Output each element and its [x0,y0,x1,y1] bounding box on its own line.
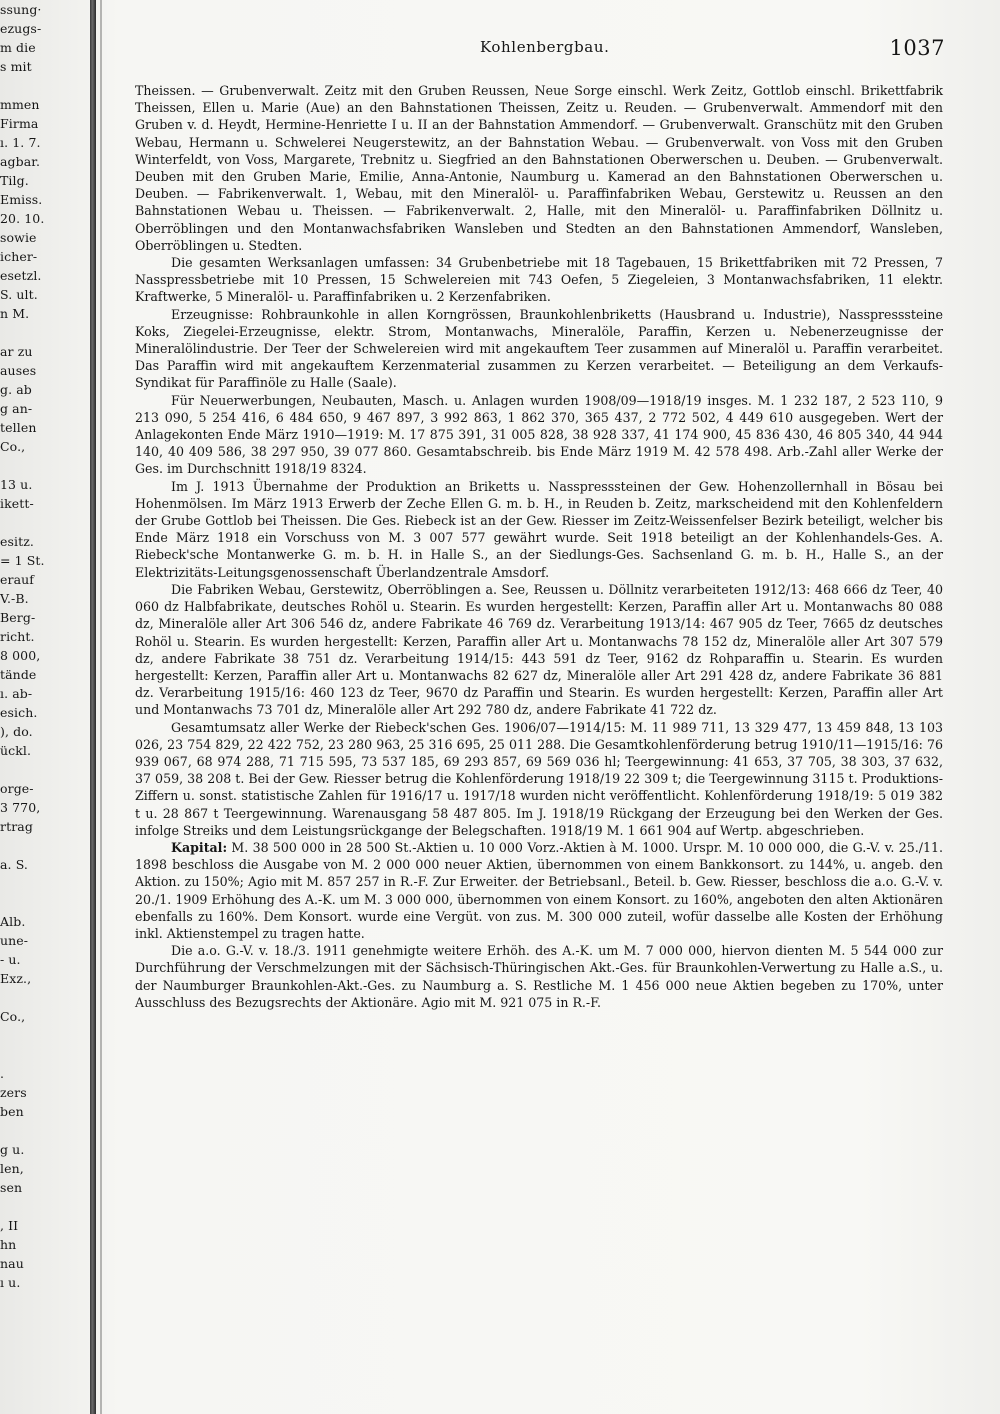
left-margin-fragment: ezugs- [0,21,42,36]
left-margin-fragment: esich. [0,705,38,720]
left-margin-fragment: g. ab [0,382,32,397]
paragraph [135,478,943,581]
paragraph-text: Gesamtumsatz aller Werke der Riebeck'schen Ges. 1906/07—1914/15: M. 11 989 711, 13 329 477, 13 459 848, 13 103 026, 23 754 829, 22 422 752, 23 280 963, 25 316 695, 25 011 288. Die Gesamtkohlenförderung betrug 1910/11—1915/16: 76 939 067, 68 974 288, 71 715 595, 73 537 185, 69 293 857, 69 569 036 hl; Teergewinnung: 41 653, 37 705, 38 303, 37 632, 37 059, 38 208 t. Bei der Gew. Riesser betrug die Kohlenförderung 1918/19 22 309 t; die Teergewinnung 3115 t. Produktions-Ziffern u. sonst. statistische Zahlen für 1916/17 u. 1917/18 wurden nicht veröffentlicht. Kohlenförderung 1918/19: 5 019 382 t u. 28 867 t Teergewinnung. Warenausgang 58 487 805. Im J. 1918/19 Rückgang der Erzeugung bei den Werken der Ges. infolge Streiks und dem Leistungsrückgange der Belegschaften. 1918/19 M. 1 661 904 auf Wertp. abgeschrieben. [135,719,943,838]
left-margin-fragment: Emiss. [0,192,43,207]
paragraph [135,82,943,254]
left-margin-fragment: ar zu [0,344,33,359]
left-margin-fragment [0,874,86,893]
left-margin-fragment [0,1045,86,1064]
left-margin-fragment: ), do. [0,724,33,739]
left-margin-fragment: 8 000, [0,648,41,663]
left-margin-fragment [0,760,86,779]
left-margin-fragment: n M. [0,306,30,321]
left-margin-fragment [0,988,86,1007]
left-margin-fragment: sen [0,1180,23,1195]
paragraph-text: M. 38 500 000 in 28 500 St.-Aktien u. 10 000 Vorz.-Aktien à M. 1000. Urspr. M. 10 000 000, die G.-V. v. 25./11. 1898 beschloss die Ausgabe von M. 2 000 000 neuer Aktien, übernommen von einem Bankkonsort. zu 144%, u. angeb. den Aktion. zu 150%; Agio mit M. 857 257 in R.-F. Zur Erweiter. der Betriebsanl., Beteil. b. Gew. Riesser, beschloss die a.o. G.-V. v. 20./1. 1909 Erhöhung des A.-K. um M. 3 000 000, übernommen von einem Konsort. zu 160%, angeboten den alten Aktionären ebenfalls zu 160%. Dem Konsort. wurde eine Vergüt. von zus. M. 300 000 zuteil, wofür dasselbe alle Kosten der Erhöhung inkl. Aktienstempel zu tragen hatte. [135,839,943,941]
left-margin-fragment: ikett- [0,496,34,511]
left-margin-fragment: ı. 1. 7. [0,135,41,150]
left-margin-fragment: ben [0,1104,24,1119]
left-margin-fragment: tellen [0,420,37,435]
left-margin-fragment: ı. ab- [0,686,33,701]
left-margin-fragment [0,76,86,95]
left-margin-fragment [0,513,86,532]
left-margin-fragment: hn [0,1237,17,1252]
left-margin-fragment: ückl. [0,743,32,758]
left-margin-fragment: Exz., [0,971,32,986]
left-margin-fragment: sowie [0,230,37,245]
left-margin-fragment: esitz. [0,534,34,549]
left-margin-fragment: esetzl. [0,268,42,283]
body-text [135,82,943,1011]
paragraph-text: Theissen. — Grubenverwalt. Zeitz mit den Gruben Reussen, Neue Sorge einschl. Werk Zeitz, Gottlob einschl. Brikettfabrik Theissen, Ellen u. Marie (Aue) an den Bahnstationen Theissen, Zeitz u. Reuden. — Grubenverwalt. Ammendorf mit den Gruben v. d. Heydt, Hermine-Henriette I u. II an der Bahnstation Ammendorf. — Grubenverwalt. Granschütz mit den Gruben Webau, Hermann u. Schwelerei Neugerstewitz, an der Bahnstation Webau. — Grubenverwalt. von Voss mit den Gruben Winterfeldt, von Voss, Margarete, Trebnitz u. Siegfried an den Bahnstationen Oberwerschen u. Deuben. — Grubenverwalt. Deuben mit den Gruben Marie, Emilie, Anna-Antonie, Naumburg u. Kamerad an den Bahnstationen Oberwerschen u. Deuben. — Fabrikenverwalt. 1, Webau, mit den Mineralöl- u. Paraffinfabriken Webau, Gerstewitz u. Reussen an den Bahnstationen Webau u. Theissen. — Fabrikenverwalt. 2, Halle, mit den Mineralöl- u. Paraffinfabriken Döllnitz u. Oberröblingen und den Montanwachsfabriken Wansleben und Stedten an den Bahnstationen Ammendorf, Wansleben, Oberröblingen u. Stedten. [135,83,943,253]
left-margin-fragment [0,893,86,912]
left-margin-fragment: Co., [0,1009,26,1024]
left-margin-fragment: g u. [0,1142,25,1157]
left-margin-fragment: m die [0,40,36,55]
paragraph [135,306,943,392]
left-margin-fragment: ssung· [0,2,42,17]
left-margin-fragment: g an- [0,401,33,416]
left-margin-fragment: S. ult. [0,287,38,302]
left-margin-fragment [0,836,86,855]
left-margin-fragment: ı u. [0,1275,21,1290]
left-margin-fragment [0,1121,86,1140]
paragraph-label: Kapital: [171,839,228,855]
left-margin-fragment: , II [0,1218,19,1233]
paragraph-text: Die a.o. G.-V. v. 18./3. 1911 genehmigte weitere Erhöh. des A.-K. um M. 7 000 000, hiervon dienten M. 5 544 000 zur Durchführung der Verschmelzungen mit der Sächsisch-Thüringischen Akt.-Ges. für Braunkohlen-Verwertung zu Halle a.S., u. der Naumburger Braunkohlen-Akt.-Ges. zu Naumburg a. S. Restliche M. 1 456 000 neue Aktien begeben zu 170%, unter Ausschluss des Bezugsrechts der Aktionäre. Agio mit M. 921 075 in R.-F. [135,943,943,1010]
paragraph [135,392,943,478]
left-margin-fragment: . [0,1066,5,1081]
left-margin-fragment: icher- [0,249,38,264]
page-header [130,36,945,68]
left-margin-fragment: Berg- [0,610,36,625]
left-margin-fragment: - u. [0,952,21,967]
left-margin-fragment: mmen [0,97,40,112]
left-margin-fragment: Firma [0,116,39,131]
paragraph [135,254,943,306]
left-margin-fragment: zers [0,1085,27,1100]
paragraph [135,839,943,942]
left-margin-fragment: richt. [0,629,35,644]
gutter-edge [100,0,102,1414]
paragraph [135,719,943,839]
left-margin-fragment: Alb. [0,914,26,929]
left-margin-fragment [0,1026,86,1045]
left-margin-fragment: 3 770, [0,800,41,815]
left-margin-fragment: orge- [0,781,34,796]
left-margin-fragment: rtrag [0,819,33,834]
running-title: Kohlenbergbau. [480,38,610,56]
left-margin-fragment: erauf [0,572,35,587]
paragraph-text: Erzeugnisse: Rohbraunkohle in allen Korngrössen, Braunkohlenbriketts (Hausbrand u. Industrie), Nasspresssteine Koks, Ziegelei-Erzeugnisse, elektr. Strom, Montanwachs, Mineralöle, Paraffin, Kerzen u. Nebenerzeugnisse der Mineralölindustrie. Der Teer der Schwelereien wird mit angekauftem Teer zusammen auf Mineralöl u. Paraffin verarbeitet. Das Paraffin wird mit angekauftem Kerzenmaterial zusammen zu Kerzen verarbeitet. — Beteiligung an dem Verkaufs-Syndikat für Paraffinöle zu Halle (Saale). [135,306,943,391]
left-margin-fragment: Tilg. [0,173,29,188]
left-margin-fragment: une- [0,933,29,948]
page-number: 1037 [889,36,945,60]
left-margin-fragment: agbar. [0,154,41,169]
left-margin-fragment: auses [0,363,37,378]
left-margin-fragment: len, [0,1161,24,1176]
left-margin-fragment: s mit [0,59,32,74]
left-margin-fragment [0,323,86,342]
left-margin-fragment: 13 u. [0,477,33,492]
left-margin-fragment: a. S. [0,857,28,872]
paragraph-text: Für Neuerwerbungen, Neubauten, Masch. u. Anlagen wurden 1908/09—1918/19 insges. M. 1 232 187, 2 523 110, 9 213 090, 5 254 416, 6 484 650, 9 467 897, 3 992 863, 1 862 370, 365 437, 2 772 502, 4 449 610 ausgegeben. Wert der Anlagekonten Ende März 1910—1919: M. 17 875 391, 31 005 828, 38 928 337, 41 174 900, 45 836 430, 46 805 340, 44 944 140, 40 409 586, 38 297 950, 39 077 860. Gesamtabschreib. bis Ende März 1919 M. 42 578 498. Arb.-Zahl aller Werke der Ges. im Durchschnitt 1918/19 8324. [135,392,943,477]
left-margin-fragment: 20. 10. [0,211,45,226]
left-page-fragment [0,0,86,1414]
paragraph-text: Die gesamten Werksanlagen umfassen: 34 Grubenbetriebe mit 18 Tagebauen, 15 Brikettfabriken mit 72 Pressen, 7 Nasspressbetriebe mit 10 Pressen, 15 Schwelereien mit 743 Oefen, 5 Ziegeleien, 3 Montanwachsfabriken, 11 elektr. Kraftwerke, 5 Mineralöl- u. Paraffinfabriken u. 2 Kerzenfabriken. [135,255,943,305]
left-margin-fragment: V.-B. [0,591,29,606]
book-gutter [90,0,96,1414]
left-margin-fragment: Co., [0,439,26,454]
paragraph-text: Im J. 1913 Übernahme der Produktion an Briketts u. Nasspresssteinen der Gew. Hohenzollernhall in Bösau bei Hohenmölsen. Im März 1913 Erwerb der Zeche Ellen G. m. b. H., in Reuden b. Zeitz, markscheidend mit den Kohlenfeldern der Grube Gottlob bei Theissen. Die Ges. Riebeck ist an der Gew. Riesser im Zeitz-Weissenfelser Bezirk beteiligt, welcher bis Ende März 1918 ein Vorschuss von M. 3 007 577 gewährt wurde. Seit 1918 beteiligt an der Kohlenhandels-Ges. A. Riebeck'sche Montanwerke G. m. b. H. in Halle S., an der Siedlungs-Ges. Sachsenland G. m. b. H., Halle S., an der Elektrizitäts-Leitungsgenossenschaft Überlandzentrale Amsdorf. [135,478,943,580]
left-margin-fragment: = 1 St. [0,553,45,568]
paragraph [135,581,943,719]
left-margin-fragment: tände [0,667,37,682]
paragraph-text: Die Fabriken Webau, Gerstewitz, Oberröblingen a. See, Reussen u. Döllnitz verarbeiteten 1912/13: 468 666 dz Teer, 40 060 dz Halbfabrikate, deutsches Rohöl u. Stearin. Es wurden hergestellt: Kerzen, Paraffin aller Art u. Montanwachs 80 088 dz, Mineralöle aller Art 306 546 dz, andere Fabrikate 46 769 dz. Verarbeitung 1913/14: 467 905 dz Teer, 7665 dz deutsches Rohöl u. Stearin. Es wurden hergestellt: Kerzen, Paraffin aller Art u. Montanwachs 78 152 dz, Mineralöle aller Art 307 579 dz, andere Fabrikate 38 751 dz. Verarbeitung 1914/15: 443 591 dz Teer, 9162 dz Rohparaffin u. Stearin. Es wurden hergestellt: Kerzen, Paraffin aller Art u. Montanwachs 82 627 dz, Mineralöle aller Art 291 428 dz, andere Fabrikate 36 881 dz. Verarbeitung 1915/16: 460 123 dz Teer, 9670 dz Paraffin und Stearin. Es wurden hergestellt: Kerzen, Paraffin aller Art und Montanwachs 73 701 dz, Mineralöle aller Art 292 780 dz, andere Fabrikate 41 722 dz. [135,581,943,718]
paragraph [135,942,943,1011]
left-margin-fragment [0,1197,86,1216]
left-margin-fragment [0,456,86,475]
left-margin-fragment: nau [0,1256,24,1271]
